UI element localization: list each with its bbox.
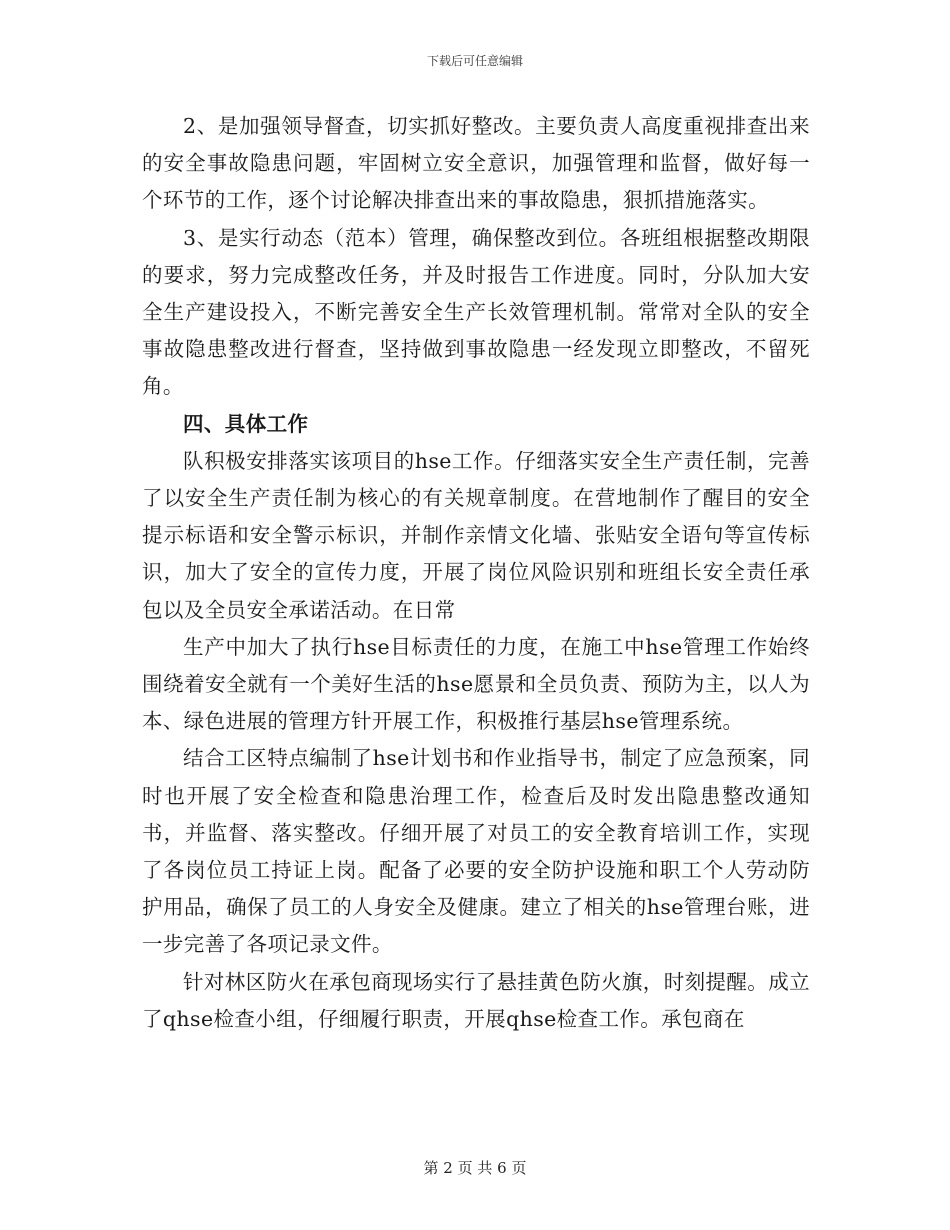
paragraph-4: 生产中加大了执行hse目标责任的力度，在施工中hse管理工作始终围绕着安全就有一个美好生活的hse愿景和全员负责、预防为主，以人为本、绿色进展的管理方针开展工作，积极推行基层hse管理系统。 <box>142 634 810 734</box>
paragraph-2: 3、是实行动态（范本）管理，确保整改到位。各班组根据整改期限的要求，努力完成整改任务，并及时报告工作进度。同时，分队加大安全生产建设投入，不断完善安全生产长效管理机制。常常对全队的安全事故隐患整改进行督查，坚持做到事故隐患一经发现立即整改，不留死角。 <box>142 225 810 399</box>
document-body <box>142 108 810 1038</box>
paragraph-3: 队积极安排落实该项目的hse工作。仔细落实安全生产责任制，完善了以安全生产责任制为核心的有关规章制度。在营地制作了醒目的安全提示标语和安全警示标识，并制作亲情文化墙、张贴安全语句等宣传标识，加大了安全的宣传力度，开展了岗位风险识别和班组长安全责任承包以及全员安全承诺活动。在日常 <box>142 448 810 622</box>
paragraph-6: 针对林区防火在承包商现场实行了悬挂黄色防火旗，时刻提醒。成立了qhse检查小组，仔细履行职责，开展qhse检查工作。承包商在 <box>142 969 810 1031</box>
page-number: 第 2 页 共 6 页 <box>423 1159 527 1177</box>
section-heading: 四、具体工作 <box>183 411 309 436</box>
page-header: 下载后可任意编辑 <box>426 54 523 68</box>
paragraph-1: 2、是加强领导督查，切实抓好整改。主要负责人高度重视排查出来的安全事故隐患问题，牢固树立安全意识，加强管理和监督，做好每一个环节的工作，逐个讨论解决排查出来的事故隐患，狠抓措施落实。 <box>142 114 810 213</box>
paragraph-5: 结合工区特点编制了hse计划书和作业指导书，制定了应急预案，同时也开展了安全检查和隐患治理工作，检查后及时发出隐患整改通知书，并监督、落实整改。仔细开展了对员工的安全教育培训工作，实现了各岗位员工持证上岗。配备了必要的安全防护设施和职工个人劳动防护用品，确保了员工的人身安全及健康。建立了相关的hse管理台账，进一步完善了各项记录文件。 <box>142 746 810 957</box>
